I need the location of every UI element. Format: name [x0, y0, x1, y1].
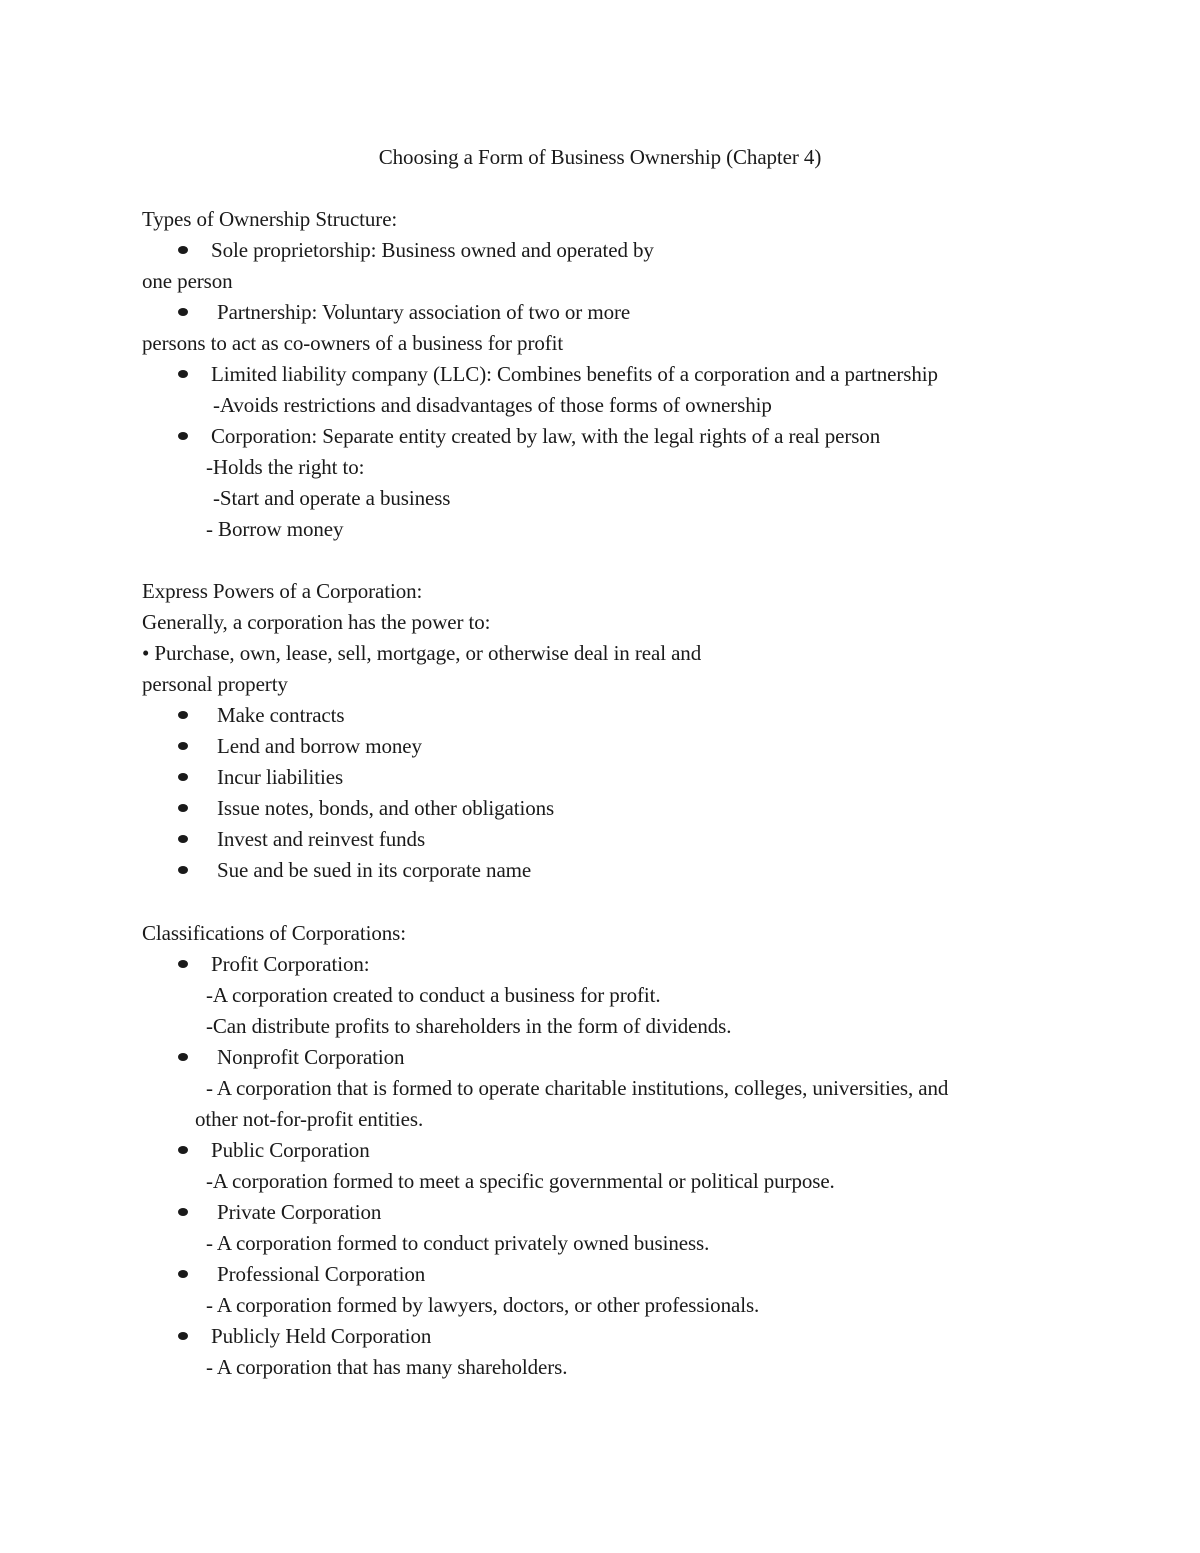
list-item-detail: - Borrow money — [206, 517, 344, 541]
bullet-icon — [178, 1208, 188, 1216]
bullet-icon — [178, 742, 188, 750]
list-item: Invest and reinvest funds — [217, 827, 426, 851]
list-item-detail: -Avoids restrictions and disadvantages of those forms of ownership — [213, 393, 772, 417]
list-item-detail: other not-for-profit entities. — [195, 1107, 424, 1131]
list-item-private-corporation: Private Corporation — [217, 1200, 382, 1224]
section-heading-express-powers: Express Powers of a Corporation: — [142, 579, 423, 603]
list-item-partnership: Partnership: Voluntary association of two or more — [217, 300, 631, 324]
list-item: Lend and borrow money — [217, 734, 422, 758]
paragraph-intro: Generally, a corporation has the power to: — [142, 610, 491, 634]
section-heading-ownership: Types of Ownership Structure: — [142, 207, 398, 231]
bullet-icon — [178, 773, 188, 781]
bullet-icon — [178, 432, 188, 440]
bullet-icon — [178, 1270, 188, 1278]
list-item-detail: -Start and operate a business — [213, 486, 451, 510]
list-item-detail: - A corporation that has many shareholders. — [206, 1355, 568, 1379]
bullet-icon — [178, 804, 188, 812]
bullet-icon — [178, 835, 188, 843]
bullet-icon — [178, 960, 188, 968]
list-item-continuation: persons to act as co-owners of a business for profit — [142, 331, 564, 355]
bullet-icon — [178, 711, 188, 719]
list-item-profit-corporation: Profit Corporation: — [211, 952, 370, 976]
list-item-detail: - A corporation that is formed to operate charitable institutions, colleges, universities, and — [206, 1076, 949, 1100]
list-item-public-corporation: Public Corporation — [211, 1138, 370, 1162]
list-item-detail: -A corporation formed to meet a specific governmental or political purpose. — [206, 1169, 835, 1193]
list-item-purchase: • Purchase, own, lease, sell, mortgage, or otherwise deal in real and — [142, 641, 702, 665]
list-item: Make contracts — [217, 703, 345, 727]
list-item-llc: Limited liability company (LLC): Combines benefits of a corporation and a partnership — [211, 362, 938, 386]
list-item-nonprofit-corporation: Nonprofit Corporation — [217, 1045, 405, 1069]
list-item-detail: -A corporation created to conduct a business for profit. — [206, 983, 661, 1007]
bullet-icon — [178, 1053, 188, 1061]
list-item-corporation: Corporation: Separate entity created by law, with the legal rights of a real person — [211, 424, 881, 448]
list-item: Sue and be sued in its corporate name — [217, 858, 532, 882]
list-item: Incur liabilities — [217, 765, 344, 789]
list-item-professional-corporation: Professional Corporation — [217, 1262, 426, 1286]
list-item-detail: - A corporation formed by lawyers, doctors, or other professionals. — [206, 1293, 760, 1317]
bullet-icon — [178, 1146, 188, 1154]
bullet-icon — [178, 246, 188, 254]
bullet-icon — [178, 1332, 188, 1340]
bullet-icon — [178, 866, 188, 874]
list-item-continuation: one person — [142, 269, 233, 293]
list-item-detail: -Can distribute profits to shareholders in the form of dividends. — [206, 1014, 732, 1038]
page-title: Choosing a Form of Business Ownership (Chapter 4) — [378, 145, 822, 169]
list-item-detail: - A corporation formed to conduct privately owned business. — [206, 1231, 710, 1255]
list-item: Issue notes, bonds, and other obligations — [217, 796, 555, 820]
section-heading-classifications: Classifications of Corporations: — [142, 921, 406, 945]
bullet-icon — [178, 308, 188, 316]
list-item-publicly-held-corporation: Publicly Held Corporation — [211, 1324, 432, 1348]
list-item-detail: -Holds the right to: — [206, 455, 365, 479]
bullet-icon — [178, 370, 188, 378]
list-item-continuation: personal property — [142, 672, 288, 696]
list-item-sole-proprietorship: Sole proprietorship: Business owned and operated by — [211, 238, 654, 262]
